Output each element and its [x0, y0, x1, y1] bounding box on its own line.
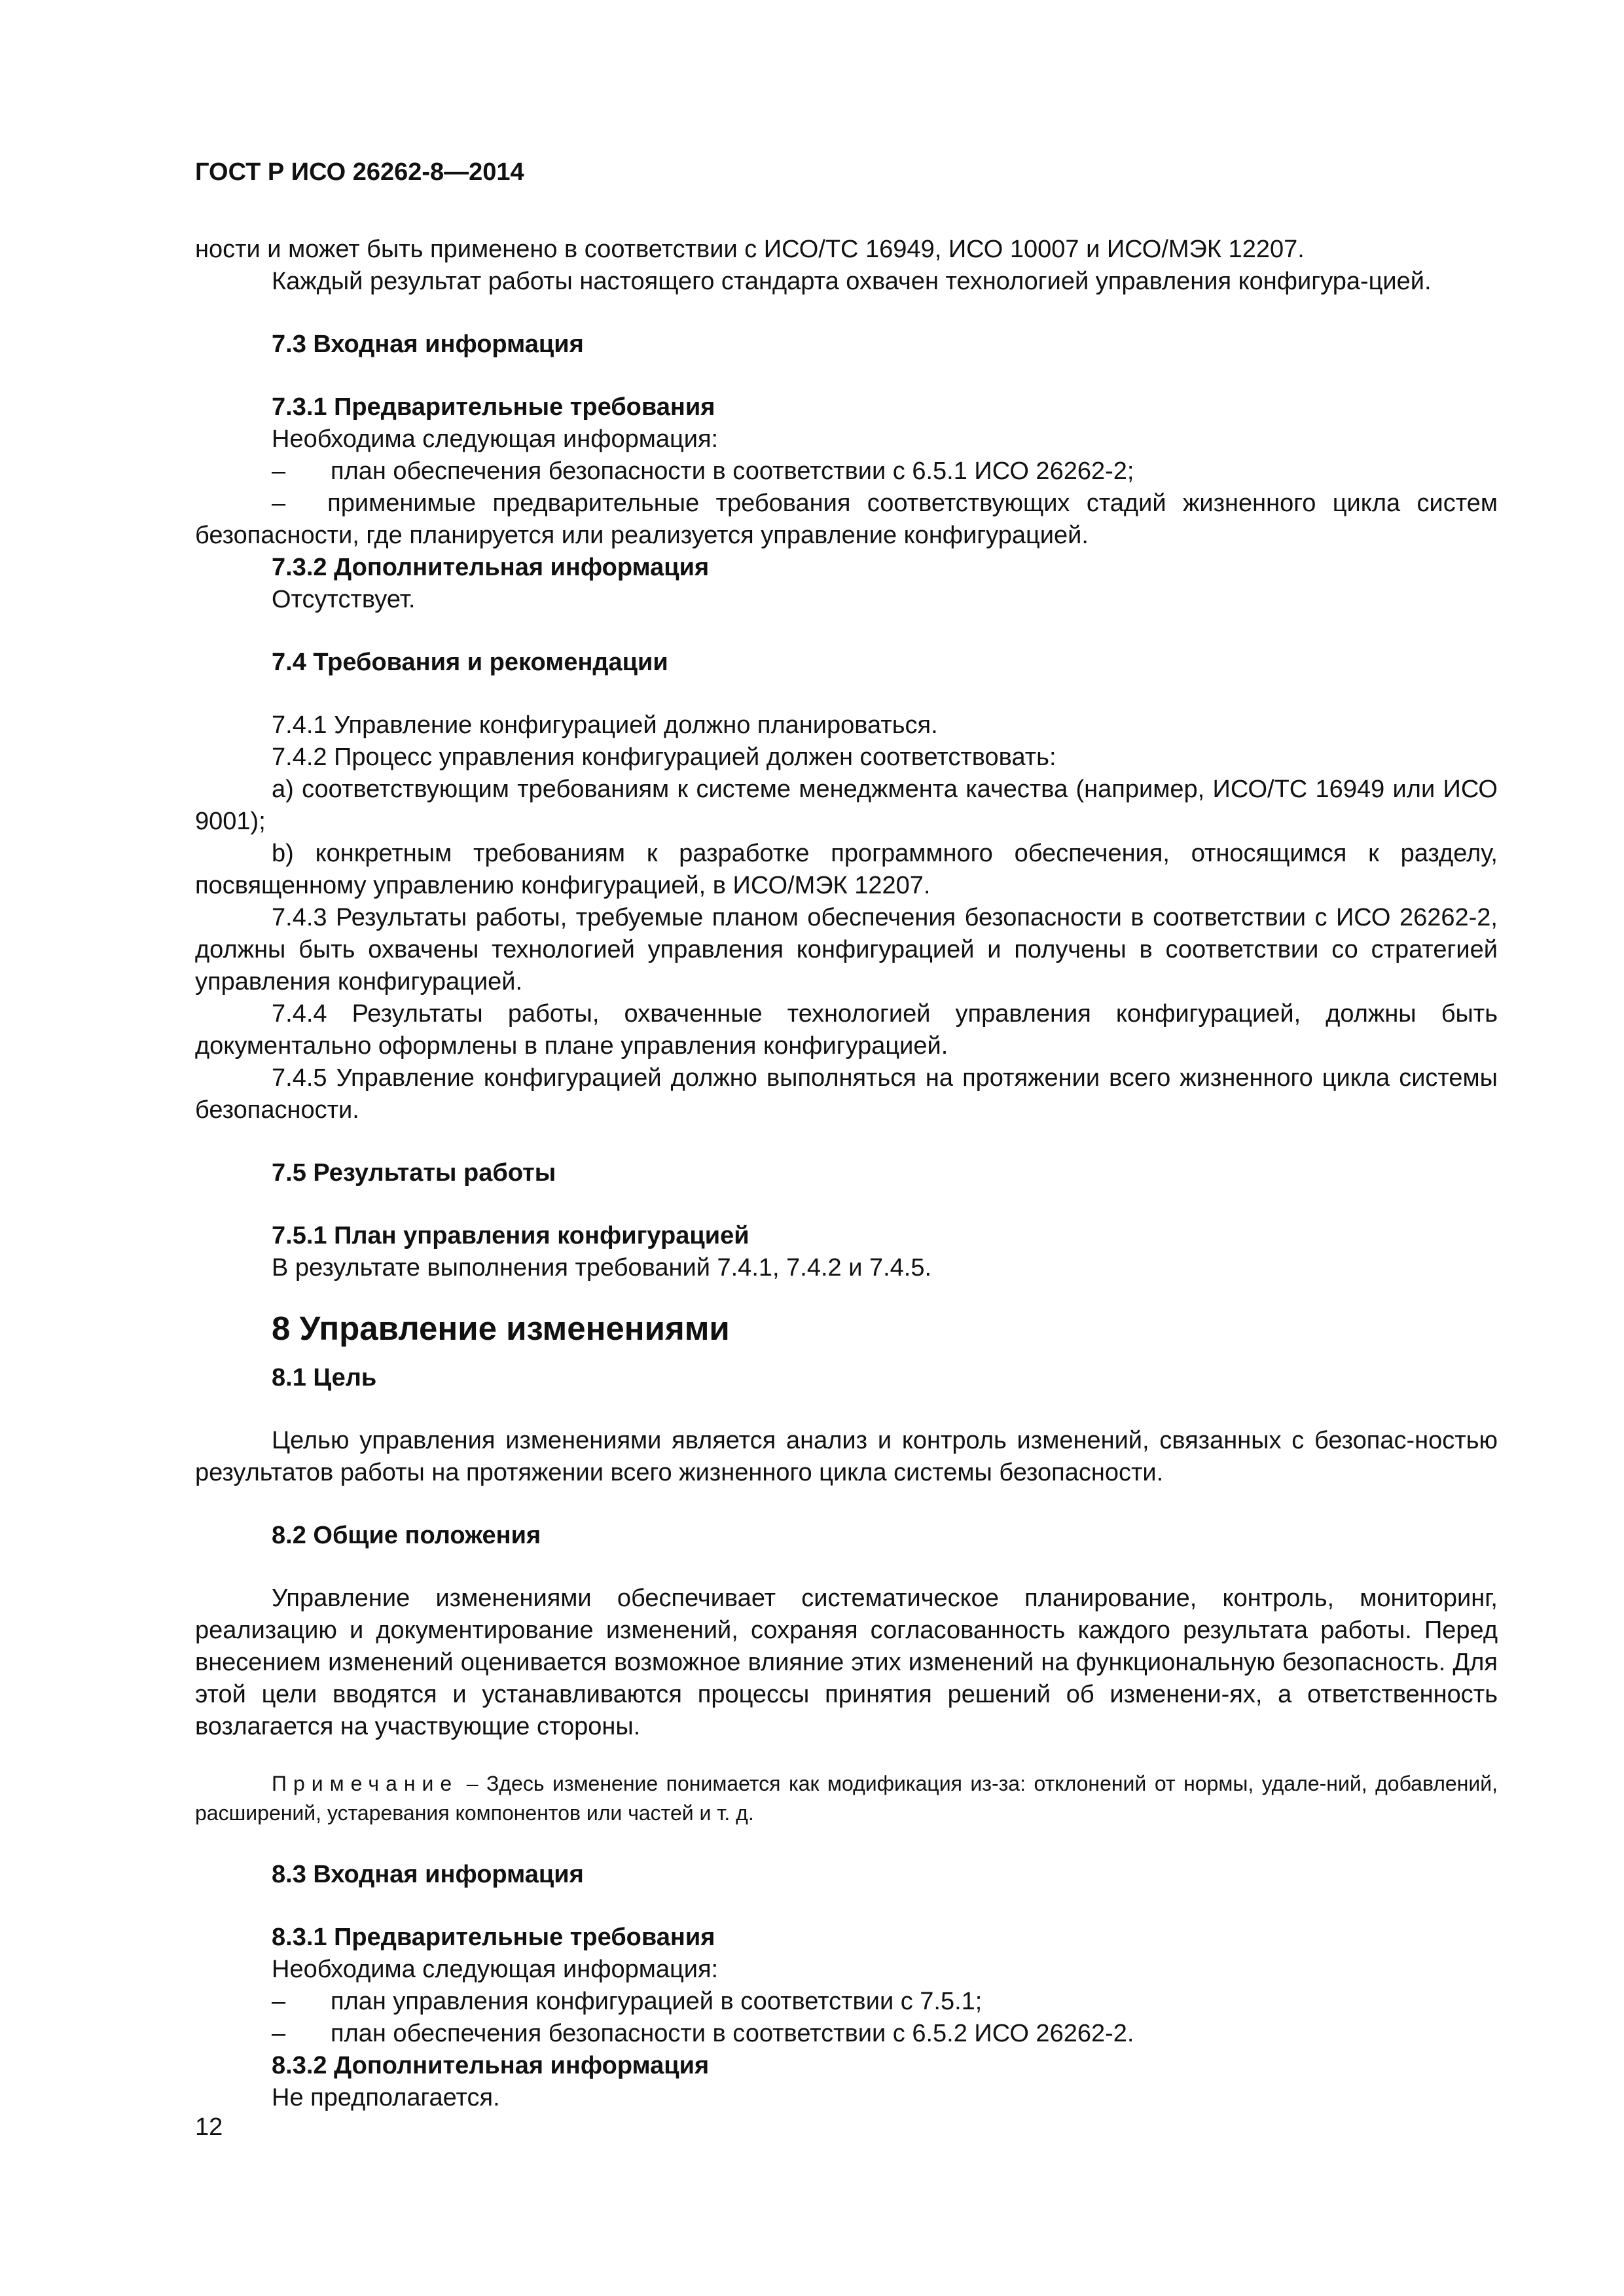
note-label: Примечание — [272, 1772, 459, 1795]
paragraph: Каждый результат работы настоящего стандарта охвачен технологией управления конфигура-цией. — [272, 268, 1432, 295]
section-heading-7-3: 7.3 Входная информация — [272, 331, 584, 358]
standard-header: ГОСТ Р ИСО 26262-8—2014 — [195, 158, 524, 186]
chapter-heading-8: 8 Управление изменениями — [272, 1310, 730, 1347]
paragraph: 7.4.2 Процесс управления конфигурацией должен соответствовать: — [272, 744, 1056, 771]
section-heading-7-3-2: 7.3.2 Дополнительная информация — [272, 554, 710, 581]
section-heading-7-5: 7.5 Результаты работы — [272, 1159, 556, 1187]
section-heading-8-3: 8.3 Входная информация — [272, 1861, 584, 1888]
list-item — [195, 456, 1498, 488]
paragraph: 7.4.4 Результаты работы, охваченные технологией управления конфигурацией, должны быть документально оформлены в плане управления конфигурацией. — [195, 1000, 1498, 1060]
paragraph: В результате выполнения требований 7.4.1, 7.4.2 и 7.4.5. — [272, 1254, 932, 1282]
paragraph: Необходима следующая информация: — [272, 1956, 719, 1983]
list-item-text: план обеспечения безопасности в соответствии с 6.5.2 ИСО 26262-2. — [331, 2020, 1134, 2047]
note-text: – Здесь изменение понимается как модификация из-за: отклонений от нормы, удале-ний, добавлений, расширений, устаревания компонентов или частей и т. д. — [195, 1772, 1498, 1825]
list-item — [195, 1986, 1498, 2018]
list-item — [195, 2018, 1498, 2050]
list-item: b) конкретным требованиям к разработке программного обеспечения, относящимся к разделу, посвященному управлению конфигурацией, в ИСО/МЭК 12207. — [195, 840, 1498, 899]
section-heading-8-3-2: 8.3.2 Дополнительная информация — [272, 2052, 710, 2079]
paragraph: 7.4.1 Управление конфигурацией должно планироваться. — [272, 711, 938, 739]
list-item-text: применимые предварительные требования соответствующих стадий жизненного цикла систем безопасности, где планируется или реализуется управление конфигурацией. — [195, 490, 1498, 549]
page-content — [195, 155, 1498, 2114]
paragraph: Не предполагается. — [272, 2084, 500, 2111]
list-item — [195, 488, 1498, 552]
paragraph: Отсутствует. — [272, 586, 416, 613]
note — [195, 1769, 1498, 1828]
section-heading-8-2: 8.2 Общие положения — [272, 1522, 541, 1549]
list-item-text: план обеспечения безопасности в соответствии с 6.5.1 ИСО 26262-2; — [331, 457, 1134, 485]
section-heading-7-4: 7.4 Требования и рекомендации — [272, 649, 668, 676]
section-heading-8-3-1: 8.3.1 Предварительные требования — [272, 1924, 715, 1951]
dash-marker: – — [272, 1988, 286, 2015]
dash-marker: – — [272, 2020, 286, 2047]
list-item: a) соответствующим требованиям к системе менеджмента качества (например, ИСО/ТС 16949 или ИСО 9001); — [195, 776, 1498, 835]
paragraph: Целью управления изменениями является анализ и контроль изменений, связанных с безопас-ностью результатов работы на протяжении всего жизненного цикла системы безопасности. — [195, 1427, 1498, 1486]
paragraph: 7.4.5 Управление конфигурацией должно выполняться на протяжении всего жизненного цикла системы безопасности. — [195, 1064, 1498, 1124]
page-number: 12 — [195, 2113, 223, 2141]
dash-marker: – — [272, 490, 286, 517]
paragraph: 7.4.3 Результаты работы, требуемые планом обеспечения безопасности в соответствии с ИСО 26262-2, должны быть охвачены технологией управления конфигурацией и получены в соответствии со стратегией управления конфигурацией. — [195, 904, 1498, 996]
dash-marker: – — [272, 457, 286, 485]
list-item-text: план управления конфигурацией в соответствии с 7.5.1; — [331, 1988, 983, 2015]
paragraph: Управление изменениями обеспечивает систематическое планирование, контроль, мониторинг, реализацию и документирование изменений, сохраняя согласованность каждого результата работы. Перед внесением изменений оценивается возможное влияние этих изменений на функциональную безопасность. Для этой цели вводятся и устанавливаются процессы принятия решений об изменени-ях, а ответственность возлагается на участвующие стороны. — [195, 1585, 1498, 1740]
paragraph-continuation: ности и может быть применено в соответствии с ИСО/ТС 16949, ИСО 10007 и ИСО/МЭК 12207. — [195, 236, 1305, 263]
section-heading-7-5-1: 7.5.1 План управления конфигурацией — [272, 1222, 749, 1249]
section-heading-8-1: 8.1 Цель — [272, 1364, 377, 1391]
paragraph: Необходима следующая информация: — [272, 425, 719, 453]
section-heading-7-3-1: 7.3.1 Предварительные требования — [272, 393, 715, 421]
